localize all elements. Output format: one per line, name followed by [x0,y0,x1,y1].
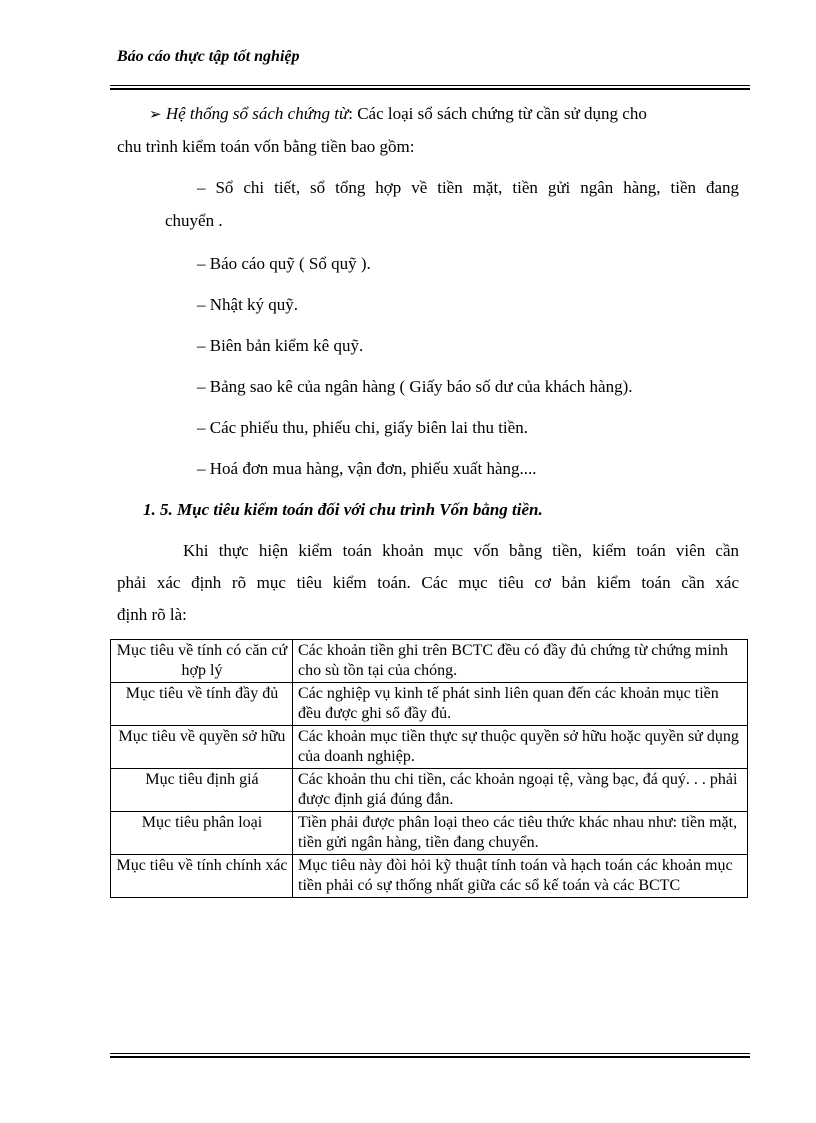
goal-cell: Mục tiêu phân loại [111,812,293,855]
description-cell: Mục tiêu này đòi hỏi kỹ thuật tính toán và hạch toán các khoản mục tiền phải có sự thống nhất giữa các sổ kế toán và các BCTC [293,855,748,898]
footer-rule [110,1053,750,1058]
goal-cell: Mục tiêu về tính đầy đủ [111,683,293,726]
intro-line-1 [149,98,739,131]
paragraph-line-3: định rõ là: [117,605,187,624]
description-cell: Tiền phải được phân loại theo các tiêu thức khác nhau như: tiền mặt, tiền gửi ngân hàng, tiền đang chuyển. [293,812,748,855]
bullet-sub-line-1: – Sổ chi tiết, sổ tổng hợp về tiền mặt, tiền gửi ngân hàng, tiền đang [197,178,739,197]
intro-text-line-1: : Các loại sổ sách chứng từ cần sử dụng cho [348,104,647,123]
goal-cell: Mục tiêu về tính chính xác [111,855,293,898]
table-row [111,683,748,726]
table-row [111,769,748,812]
goal-cell: Mục tiêu định giá [111,769,293,812]
arrow-bullet-icon: ➢ [149,107,162,123]
table-row [111,640,748,683]
bullet-item: – Bảng sao kê của ngân hàng ( Giấy báo số dư của khách hàng). [197,377,633,396]
table-row [111,812,748,855]
intro-line-2: chu trình kiểm toán vốn bằng tiền bao gồm: [117,137,415,156]
audit-goals-table [110,639,748,898]
intro-label: Hệ thống sổ sách chứng từ [165,104,349,123]
description-cell: Các nghiệp vụ kinh tế phát sinh liên quan đến các khoản mục tiền đều được ghi sổ đầy đủ. [293,683,748,726]
paragraph-line-2: phải xác định rõ mục tiêu kiểm toán. Các mục tiêu cơ bản kiểm toán cần xác [117,573,739,592]
bullet-item: – Báo cáo quỹ ( Sổ quỹ ). [197,254,371,273]
bullet-item: – Nhật ký quỹ. [197,295,299,314]
paragraph-line-1: Khi thực hiện kiểm toán khoản mục vốn bằng tiền, kiểm toán viên cần [183,541,739,560]
description-cell: Các khoản thu chi tiền, các khoản ngoại tệ, vàng bạc, đá quý. . . phải được định giá đúng đắn. [293,769,748,812]
description-cell: Các khoản tiền ghi trên BCTC đều có đầy đủ chứng từ chứng minh cho sù tồn tại của chóng. [293,640,748,683]
section-heading: 1. 5. Mục tiêu kiểm toán đối với chu trình Vốn bằng tiền. [143,500,543,519]
goal-cell: Mục tiêu về quyền sở hữu [111,726,293,769]
table-row [111,726,748,769]
bullet-item: – Hoá đơn mua hàng, vận đơn, phiếu xuất hàng.... [197,459,537,478]
goal-cell: Mục tiêu về tính có căn cứ hợp lý [111,640,293,683]
description-cell: Các khoản mục tiền thực sự thuộc quyền sở hữu hoặc quyền sử dụng của doanh nghiệp. [293,726,748,769]
header-rule [110,85,750,90]
bullet-sub-line-2: chuyển . [165,211,223,230]
bullet-item: – Biên bản kiểm kê quỹ. [197,336,364,355]
table-row [111,855,748,898]
bullet-item: – Các phiếu thu, phiếu chi, giấy biên lai thu tiền. [197,418,528,437]
header-title: Báo cáo thực tập tốt nghiệp [117,48,300,65]
